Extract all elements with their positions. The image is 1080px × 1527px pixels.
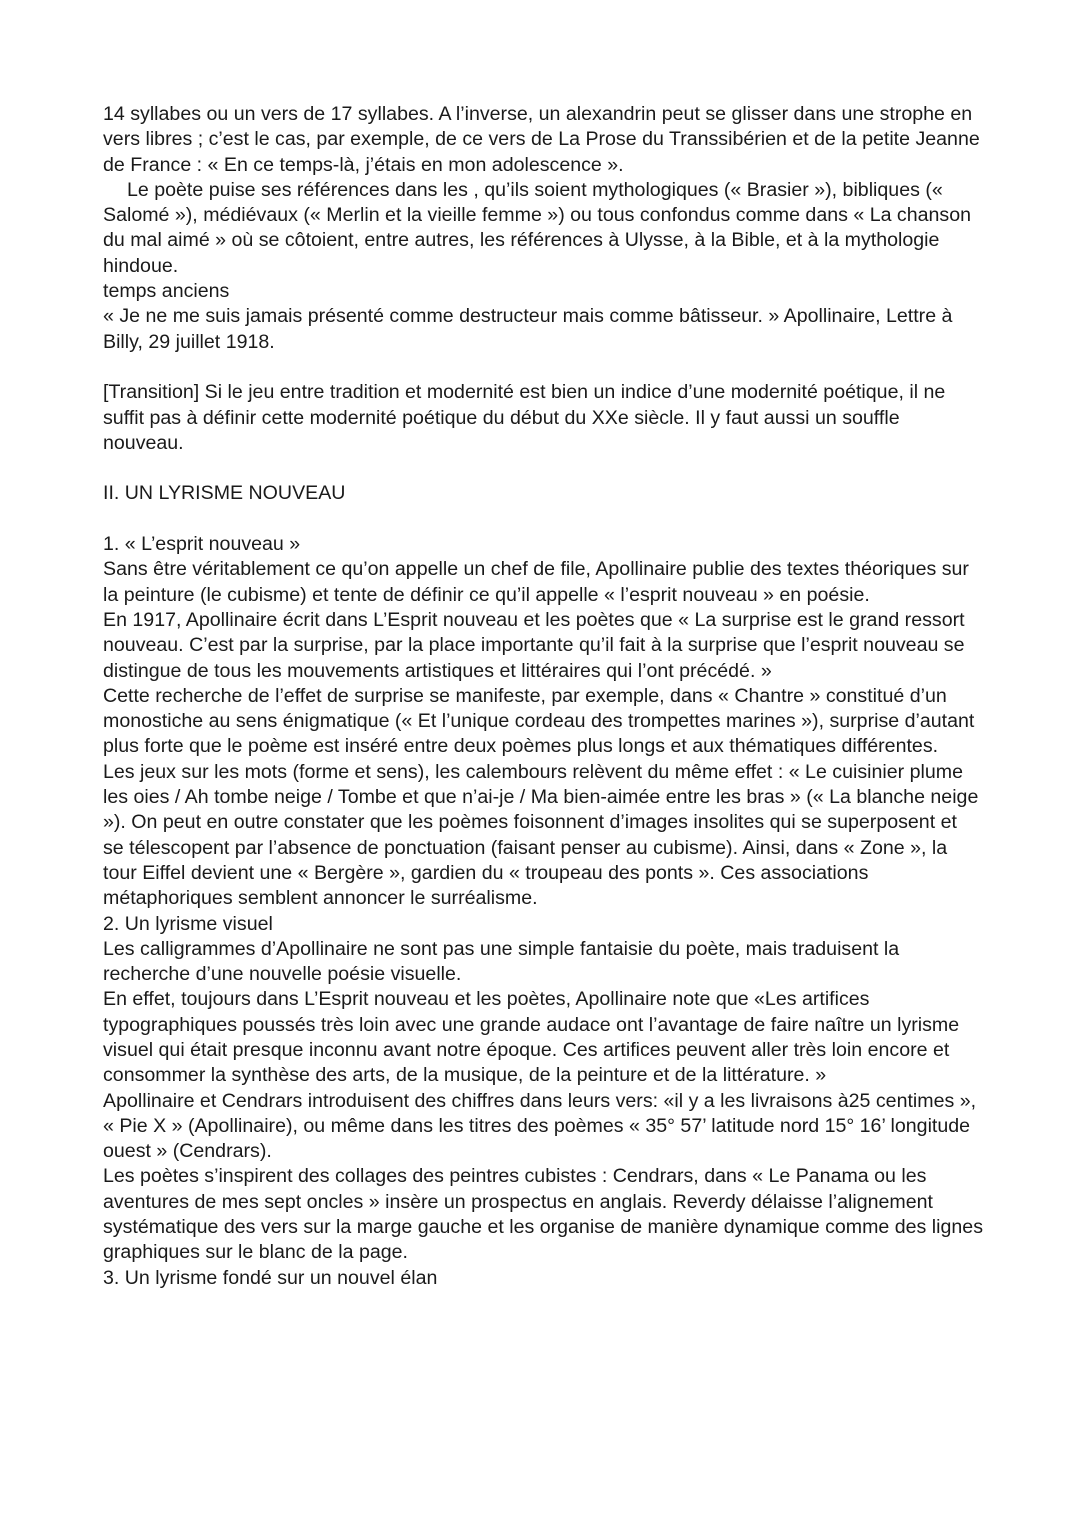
subheading-nouvel-elan: 3. Un lyrisme fondé sur un nouvel élan [103,1266,438,1289]
paragraph-chantre: Cette recherche de l’effet de surprise se manifeste, par exemple, dans « Chantre » constitué d’un monostiche au sens énigmatique (« Et l’unique cordeau des trompettes marines »), surprise d’autant plus forte que le poème est inséré entre deux poèmes plus longs et aux thématiques différentes. [103,684,975,758]
paragraph-calligrammes: Les calligrammes d’Apollinaire ne sont pas une simple fantaisie du poète, mais traduisent la recherche d’une nouvelle poésie visuelle. [103,937,900,986]
spacer [103,507,983,532]
subheading-lyrisme-visuel: 2. Un lyrisme visuel [103,912,273,935]
paragraph-chef-de-file: Sans être véritablement ce qu’on appelle un chef de file, Apollinaire publie des textes théoriques sur la peinture (le cubisme) et tente de définir ce qu’il appelle « l’esprit nouveau » en poésie. [103,558,969,606]
subheading-esprit-nouveau: 1. « L’esprit nouveau » [103,533,301,556]
section-heading-lyrisme-nouveau: II. UN LYRISME NOUVEAU [103,482,346,505]
paragraph-artifices: En effet, toujours dans L’Esprit nouveau et les poètes, Apollinaire note que «Les artifices typographiques poussés très loin avec une grande audace ont l’avantage de faire naître un lyrisme visuel qui était presque inconnu avant notre époque. Ces artifices peuvent aller très loin encore et consommer la synthèse des arts, de la musique, de la peinture et de la littérature. » [103,988,960,1087]
spacer [103,456,983,481]
quote-apollinaire-billy: « Je ne me suis jamais présenté comme destructeur mais comme bâtisseur. » Apollinaire, Lettre à Billy, 29 juillet 1918. [103,305,953,353]
paragraph-chiffres: Apollinaire et Cendrars introduisent des chiffres dans leurs vers: «il y a les livraisons à25 centimes », « Pie X » (Apollinaire), ou même dans les titres des poèmes « 35° 57’ latitude nord 15° 16’ longitude ouest » (Cendrars). [103,1089,977,1163]
paragraph-jeux-mots: Les jeux sur les mots (forme et sens), les calembours relèvent du même effet : « Le cuisinier plume les oies / Ah tombe neige / Tombe et que n’ai-je / Ma bien-aimée entre les bras » (« La blanche neige »). On peut en outre constater que les poèmes foisonnent d’images insolites qui se superposent et se télescopent par l’absence de ponctuation (faisant penser au cubisme). Ainsi, dans « Zone », la tour Eiffel devient une « Bergère », gardien du « troupeau des ponts ». Ces associations métaphoriques semblent annoncer le surréalisme. [103,760,979,910]
paragraph-collages: Les poètes s’inspirent des collages des peintres cubistes : Cendrars, dans « Le Panama ou les aventures de mes sept oncles » insère un prospectus en anglais. Reverdy délaisse l’alignement systématique des vers sur la marge gauche et les organise de manière dynamique comme des lignes graphiques sur le blanc de la page. [103,1165,983,1264]
document-body [103,102,983,1291]
spacer [103,355,983,380]
paragraph-surprise-quote: En 1917, Apollinaire écrit dans L’Esprit nouveau et les poètes que « La surprise est le grand ressort nouveau. C’est par la surprise, par la place importante qu’il fait à la surprise que l’esprit nouveau se distingue de tous les mouvements artistiques et littéraires qui l’ont précédé. » [103,608,965,682]
floating-text-temps-anciens: temps anciens [103,280,230,303]
paragraph-references: Le poète puise ses références dans les , qu’ils soient mythologiques (« Brasier »), bibliques (« Salomé »), médiévaux (« Merlin et la vieille femme ») ou tous confondus comme dans « La chanson du mal aimé » où se côtoient, entre autres, les références à Ulysse, à la Bible, et à la mythologie hindoue. [103,178,972,277]
paragraph-transition: [Transition] Si le jeu entre tradition et modernité est bien un indice d’une modernité poétique, il ne suffit pas à définir cette modernité poétique du début du XXe siècle. Il y faut aussi un souffle nouveau. [103,381,946,454]
paragraph-versification: 14 syllabes ou un vers de 17 syllabes. A l’inverse, un alexandrin peut se glisser dans une strophe en vers libres ; c’est le cas, par exemple, de ce vers de La Prose du Transsibérien et de la petite Jeanne de France : « En ce temps-là, j’étais en mon adolescence ». [103,103,980,176]
